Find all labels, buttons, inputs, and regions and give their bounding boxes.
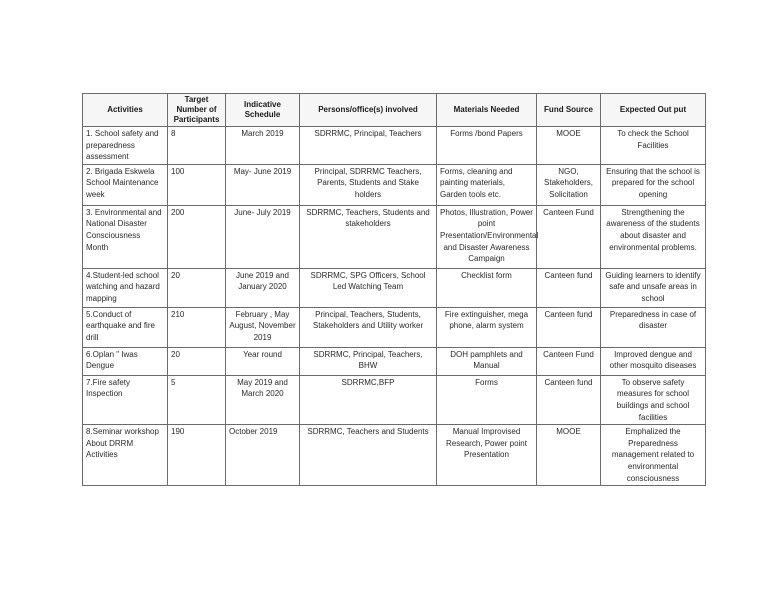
materials-cell: Manual Improvised Research, Power point Presentation: [437, 425, 537, 486]
activity-cell: 8.Seminar workshop About DRRM Activities: [83, 425, 168, 486]
table-row: [83, 347, 706, 375]
fund-cell: Canteen Fund: [537, 347, 601, 375]
output-cell: Strengthening the awareness of the students about disaster and environmental problems.: [601, 205, 706, 268]
materials-cell: Photos, Illustration, Power point Presentation/Environmental and Disaster Awareness Campaign: [437, 205, 537, 268]
output-cell: To observe safety measures for school buildings and school facilities: [601, 375, 706, 424]
schedule-cell: May- June 2019: [226, 164, 300, 205]
drrm-activity-plan-table: [82, 93, 706, 486]
persons-cell: SDRRMC, SPG Officers, School Led Watching Team: [300, 268, 437, 307]
table-header-row: [83, 94, 706, 127]
target-cell: 8: [168, 127, 226, 165]
activity-cell: 2. Brigada Eskwela School Maintenance week: [83, 164, 168, 205]
table-row: [83, 375, 706, 424]
schedule-cell: June 2019 and January 2020: [226, 268, 300, 307]
target-cell: 190: [168, 425, 226, 486]
target-cell: 100: [168, 164, 226, 205]
fund-cell: NGO, Stakeholders, Solicitation: [537, 164, 601, 205]
table-row: [83, 127, 706, 165]
materials-cell: Fire extinguisher, mega phone, alarm system: [437, 307, 537, 347]
header-persons-involved: Persons/office(s) involved: [300, 94, 437, 127]
output-cell: Preparedness in case of disaster: [601, 307, 706, 347]
activity-cell: 4.Student-led school watching and hazard mapping: [83, 268, 168, 307]
schedule-cell: Year round: [226, 347, 300, 375]
persons-cell: Principal, Teachers, Students, Stakeholders and Utility worker: [300, 307, 437, 347]
header-materials-needed: Materials Needed: [437, 94, 537, 127]
materials-cell: DOH pamphlets and Manual: [437, 347, 537, 375]
activity-cell: 1. School safety and preparedness assessment: [83, 127, 168, 165]
activity-cell: 5.Conduct of earthquake and fire drill: [83, 307, 168, 347]
activity-cell: 6.Oplan " Iwas Dengue: [83, 347, 168, 375]
header-expected-output: Expected Out put: [601, 94, 706, 127]
output-cell: To check the School Facilities: [601, 127, 706, 165]
persons-cell: SDRRMC, Teachers and Students: [300, 425, 437, 486]
fund-cell: Canteen fund: [537, 307, 601, 347]
output-cell: Emphalized the Preparedness management related to environmental consciousness: [601, 425, 706, 486]
persons-cell: SDRRMC, Teachers, Students and stakeholders: [300, 205, 437, 268]
output-cell: Guiding learners to identify safe and unsafe areas in school: [601, 268, 706, 307]
fund-cell: Canteen fund: [537, 375, 601, 424]
fund-cell: Canteen fund: [537, 268, 601, 307]
activity-cell: 7.Fire safety Inspection: [83, 375, 168, 424]
header-indicative-schedule: Indicative Schedule: [226, 94, 300, 127]
target-cell: 200: [168, 205, 226, 268]
fund-cell: Canteen Fund: [537, 205, 601, 268]
target-cell: 20: [168, 268, 226, 307]
header-fund-source: Fund Source: [537, 94, 601, 127]
table-row: [83, 425, 706, 486]
schedule-cell: June- July 2019: [226, 205, 300, 268]
table-row: [83, 205, 706, 268]
fund-cell: MOOE: [537, 425, 601, 486]
target-cell: 5: [168, 375, 226, 424]
activity-cell: 3. Environmental and National Disaster Consciousness Month: [83, 205, 168, 268]
output-cell: Ensuring that the school is prepared for the school opening: [601, 164, 706, 205]
persons-cell: SDRRMC, Principal, Teachers: [300, 127, 437, 165]
target-cell: 20: [168, 347, 226, 375]
schedule-cell: March 2019: [226, 127, 300, 165]
table-row: [83, 307, 706, 347]
header-target-participants: Target Number of Participants: [168, 94, 226, 127]
header-activities: Activities: [83, 94, 168, 127]
materials-cell: Forms, cleaning and painting materials, Garden tools etc.: [437, 164, 537, 205]
materials-cell: Forms: [437, 375, 537, 424]
persons-cell: SDRRMC, Principal, Teachers, BHW: [300, 347, 437, 375]
persons-cell: SDRRMC,BFP: [300, 375, 437, 424]
materials-cell: Checklist form: [437, 268, 537, 307]
target-cell: 210: [168, 307, 226, 347]
output-cell: Improved dengue and other mosquito diseases: [601, 347, 706, 375]
table-row: [83, 164, 706, 205]
persons-cell: Principal, SDRRMC Teachers, Parents, Students and Stake holders: [300, 164, 437, 205]
table-row: [83, 268, 706, 307]
fund-cell: MOOE: [537, 127, 601, 165]
schedule-cell: May 2019 and March 2020: [226, 375, 300, 424]
schedule-cell: October 2019: [226, 425, 300, 486]
materials-cell: Forms /bond Papers: [437, 127, 537, 165]
schedule-cell: February , May August, November 2019: [226, 307, 300, 347]
